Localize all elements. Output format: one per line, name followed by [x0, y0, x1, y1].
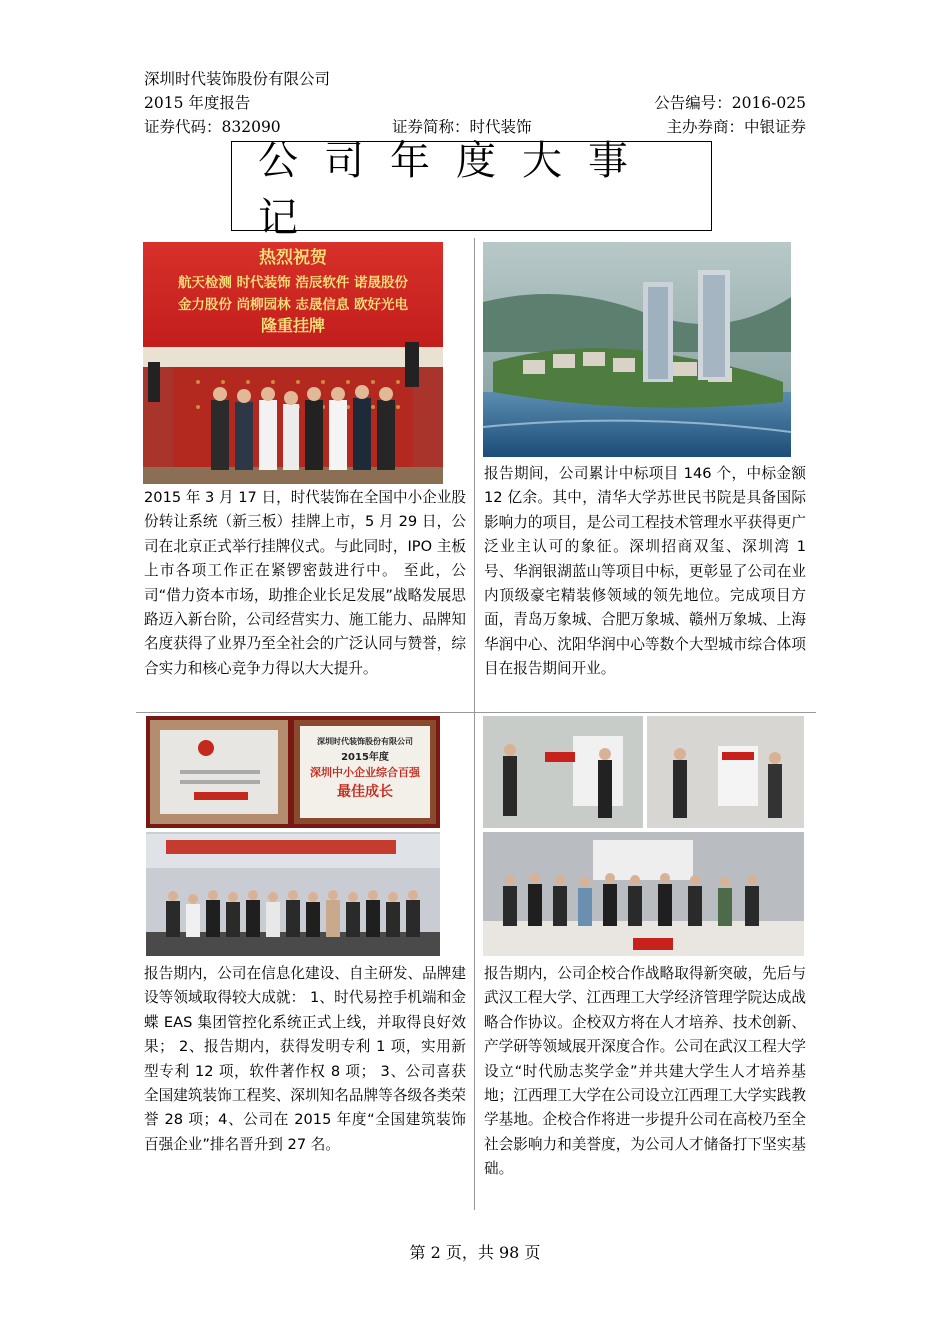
section-cooperation-text: 报告期内，公司企校合作战略取得新突破，先后与武汉工程大学、江西理工大学经济管理学院达成战略合作协议。企校双方将在人才培养、技术创新、产学研等领域展开深度合作。公司在武汉工程大学设立“时代励志奖学金”并共建大学生人才培养基地；江西理工大学在公司设立江西理工大学实践教学基地。企校合作将进一步提升公司在高校乃至全社会影响力和美誉度，为公司人才储备打下坚实基础。 — [484, 965, 806, 1178]
plaque-award: 最佳成长 — [337, 784, 393, 800]
banner-line-3: 金力股份 尚柳园林 志晟信息 欧好光电 — [177, 297, 409, 313]
grid-divider-horizontal — [136, 712, 816, 713]
section-projects-text: 报告期间，公司累计中标项目 146 个，中标金额 12 亿余。其中，清华大学苏世民书院是具备国际影响力的项目，是公司工程技术管理水平获得更广泛业主认可的象征。深圳招商双玺、深圳湾 1 号、华润银湖蓝山等项目中标，更彰显了公司在业内顶级豪宅精装修领域的领先地位。完成项目方面，青岛万象城、合肥万象城、赣州万象城、上海华润中心、沈阳华润中心等数个大型城市综合体项目在报告期间开业。 — [484, 465, 806, 678]
sponsor-broker: 主办券商：中银证券 — [666, 118, 806, 136]
company-name — [144, 68, 806, 90]
notice-number: 公告编号：2016-025 — [654, 94, 806, 112]
section-achievements-text: 报告期内，公司在信息化建设、自主研发、品牌建设等领域取得较大成就： 1、时代易控手机端和金蝶 EAS 集团管控化系统正式上线，并取得良好效果； 2、报告期内，获得发明专利 1 项，实用新型专利 12 项，软件著作权 8 项； 3、公司喜获全国建筑装饰工程奖、深圳知名品牌等各级各类荣誉 28 项；4、公司在 2015 年度“全国建筑装饰百强企业”排名晋升到 27 名。 — [144, 965, 466, 1153]
plaque-company: 深圳时代装饰股份有限公司 — [317, 737, 413, 746]
plaque-title: 深圳中小企业综合百强 — [310, 766, 420, 779]
page-title: 公司年度大事记 — [258, 138, 654, 241]
page-title-box — [231, 138, 712, 241]
report-line — [144, 92, 806, 114]
page-footer: 第 2 页，共 98 页 — [409, 1243, 541, 1262]
banner-line-4: 隆重挂牌 — [260, 316, 326, 335]
stock-code: 证券代码：832090 — [144, 118, 281, 136]
banner-line-1: 热烈祝贺 — [259, 248, 327, 268]
section-listing-text: 2015 年 3 月 17 日，时代装饰在全国中小企业股份转让系统（新三板）挂牌上市，5 月 29 日，公司在北京正式举行挂牌仪式。与此同时，IPO 主板上市各项工作正在紧锣密鼓进行中。 至此，公司“借力资本市场，助推企业长足发展”战略发展思路迈入新台阶，公司经营实力、施工能力、品牌知名度获得了业界乃至全社会的广泛认同与赞誉，综合实力和核心竞争力得以大大提升。 — [144, 489, 466, 677]
grid-divider-vertical — [474, 238, 475, 1210]
plaque-year: 2015年度 — [341, 752, 389, 763]
awards-and-group-photo — [146, 716, 440, 956]
project-rendering-photo — [483, 242, 791, 457]
report-year: 2015 年度报告 — [144, 94, 251, 112]
school-cooperation-photos — [483, 716, 804, 956]
company-name-text: 深圳时代装饰股份有限公司 — [144, 70, 331, 88]
stock-short-name: 证券简称：时代装饰 — [392, 118, 532, 136]
listing-ceremony-photo — [143, 242, 443, 484]
banner-line-2: 航天检测 时代装饰 浩辰软件 诺晟股份 — [177, 275, 409, 291]
